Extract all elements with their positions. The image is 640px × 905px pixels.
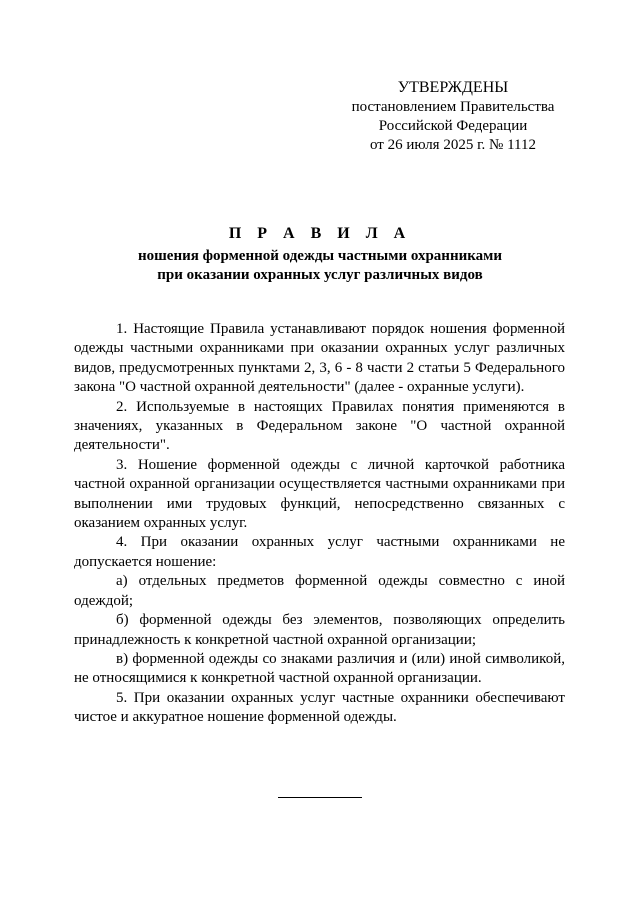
approval-block xyxy=(318,78,588,155)
paragraph-4b: б) форменной одежды без элементов, позволяющих определить принадлежность к конкретной частной охранной организации; xyxy=(74,612,565,648)
paragraph-5: 5. При оказании охранных услуг частные охранники обеспечивают чистое и аккуратное ношение форменной одежды. xyxy=(74,689,565,726)
document-body xyxy=(74,320,565,728)
approval-line-1: постановлением Правительства xyxy=(351,99,555,115)
approval-line-2: Российской Федерации xyxy=(378,118,528,134)
end-divider xyxy=(278,797,362,798)
document-subtitle-line-2: при оказании охранных услуг различных видов xyxy=(157,267,483,283)
paragraph-3: 3. Ношение форменной одежды с личной карточкой работника частной охранной организации осуществляется частными охранниками при выполнении ими трудовых функций, непосредственно связанных с оказанием охранных услуг. xyxy=(74,456,565,532)
approval-line-3: от 26 июля 2025 г. № 1112 xyxy=(369,137,536,153)
paragraph-4c: в) форменной одежды со знаками различия и (или) иной символикой, не относящимися к конкретной частной охранной организации. xyxy=(74,650,565,687)
document-title: П Р А В И Л А xyxy=(228,225,412,242)
document-subtitle xyxy=(74,247,566,285)
paragraph-4: 4. При оказании охранных услуг частными охранниками не допускается ношение: xyxy=(74,534,565,570)
paragraph-2: 2. Используемые в настоящих Правилах понятия применяются в значениях, указанных в Федеральном законе "О частной охранной деятельности". xyxy=(74,398,565,454)
document-subtitle-line-1: ношения форменной одежды частными охранниками xyxy=(137,248,503,264)
paragraph-4a: а) отдельных предметов форменной одежды совместно с иной одеждой; xyxy=(74,573,565,609)
approval-title: УТВЕРЖДЕНЫ xyxy=(397,79,509,96)
paragraph-1: 1. Настоящие Правила устанавливают порядок ношения форменной одежды частными охранниками при оказании охранных услуг различных видов, предусмотренных пунктами 2, 3, 6 - 8 части 2 статьи 5 Федерального закона "О частной охранной деятельности" (далее - охранные услуги). xyxy=(74,321,565,396)
